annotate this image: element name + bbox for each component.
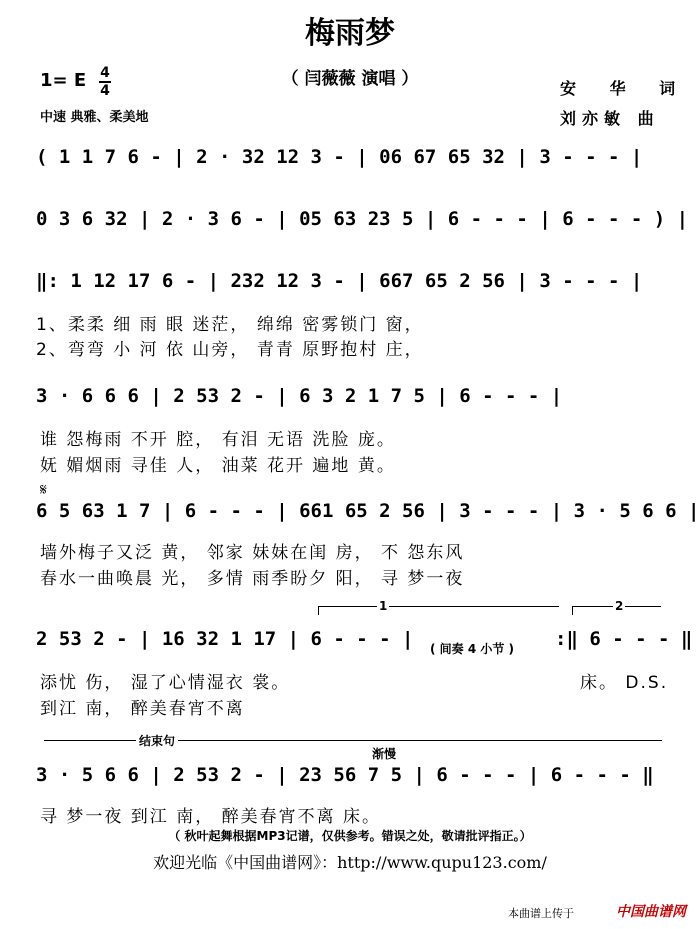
lyric-verse2-line5: 春水一曲唤晨 光， 多情 雨季盼夕 阳， 寻 梦一夜 [40, 569, 465, 589]
lyricist-credit: 安 华 词 [560, 79, 690, 98]
time-bottom: 4 [100, 83, 110, 99]
upload-label: 本曲谱上传于 [508, 907, 574, 920]
time-signature [99, 66, 111, 98]
lyric-verse2-line4: 妩 媚烟雨 寻佳 人， 油菜 花开 遍地 黄。 [40, 456, 396, 476]
lyric-verse1-line6: 添忧 伤， 湿了心情湿衣 裳。 [40, 673, 291, 693]
volta-bracket-1 [318, 599, 559, 615]
lyric-line7: 寻 梦一夜 到江 南， 醉美春宵不离 床。 [40, 807, 382, 827]
volta-bracket-2 [572, 599, 661, 615]
score-line-6: 2 53 2 - | 16 32 1 17 | 6 - - - | [36, 628, 414, 650]
composer-credit: 刘亦敏 曲 [560, 109, 660, 128]
interlude-marking: ( 间奏 4 小节 ) [430, 642, 515, 656]
score-line-4: 3 · 6 6 6 | 2 53 2 - | 6 3 2 1 7 5 | 6 - - - | [36, 385, 563, 407]
lyric-verse1-line4: 谁 怨梅雨 不开 腔， 有泪 无语 洗脸 庞。 [40, 430, 396, 450]
score-line-2: 0 3 6 32 | 2 · 3 6 - | 05 63 23 5 | 6 - - - | 6 - - - ) | [36, 208, 689, 230]
coda-label: 结束句 [136, 732, 178, 749]
lyric-verse1-line3: 1、柔柔 细 雨 眼 迷茫， 绵绵 密雾锁门 窗， [36, 315, 424, 335]
key-signature: 1= E [40, 70, 87, 91]
score-line-7: 3 · 5 6 6 | 2 53 2 - | 23 56 7 5 | 6 - - - | 6 - - - ‖ [36, 764, 654, 786]
lyric-verse2-line6: 到江 南， 醉美春宵不离 [40, 699, 245, 719]
site-logo: 中国曲谱网 [616, 904, 686, 920]
score-line-5: 6 5 63 1 7 | 6 - - - | 661 65 2 56 | 3 - - - | 3 · 5 6 6 | [36, 500, 700, 522]
lyric-verse1-line6-ending: 床。 D.S. [580, 673, 669, 693]
transcription-note: （ 秋叶起舞根据MP3记谱，仅供参考。错误之处，敬请批评指正。） [168, 829, 532, 843]
lyric-verse1-line5: 墙外梅子又泛 黄， 邻家 妹妹在闺 房， 不 怨东风 [40, 543, 465, 563]
volta-1-label: 1 [379, 599, 388, 613]
welcome-line: 欢迎光临《中国曲谱网》：http://www.qupu123.com/ [153, 853, 547, 872]
tempo-marking: 中速 典雅、柔美地 [40, 110, 149, 125]
performer-subtitle: （ 闫薇薇 演唱 ） [281, 69, 419, 89]
segno-icon: 𝄋 [40, 480, 47, 499]
time-top: 4 [100, 65, 110, 81]
volta-2-label: 2 [615, 599, 624, 613]
score-line-6-ending: :‖ 6 - - - ‖ [555, 628, 693, 650]
page-title: 梅雨梦 [305, 16, 395, 51]
coda-bracket [44, 734, 662, 748]
score-line-1: ( 1 1 7 6 - | 2 · 32 12 3 - | 06 67 65 32 | 3 - - - | [36, 146, 643, 168]
score-line-3: ‖: 1 12 17 6 - | 232 12 3 - | 667 65 2 56 | 3 - - - | [36, 270, 643, 292]
ritardando-marking: 渐慢 [372, 747, 397, 761]
lyric-verse2-line3: 2、弯弯 小 河 依 山旁， 青青 原野抱村 庄， [36, 340, 424, 360]
